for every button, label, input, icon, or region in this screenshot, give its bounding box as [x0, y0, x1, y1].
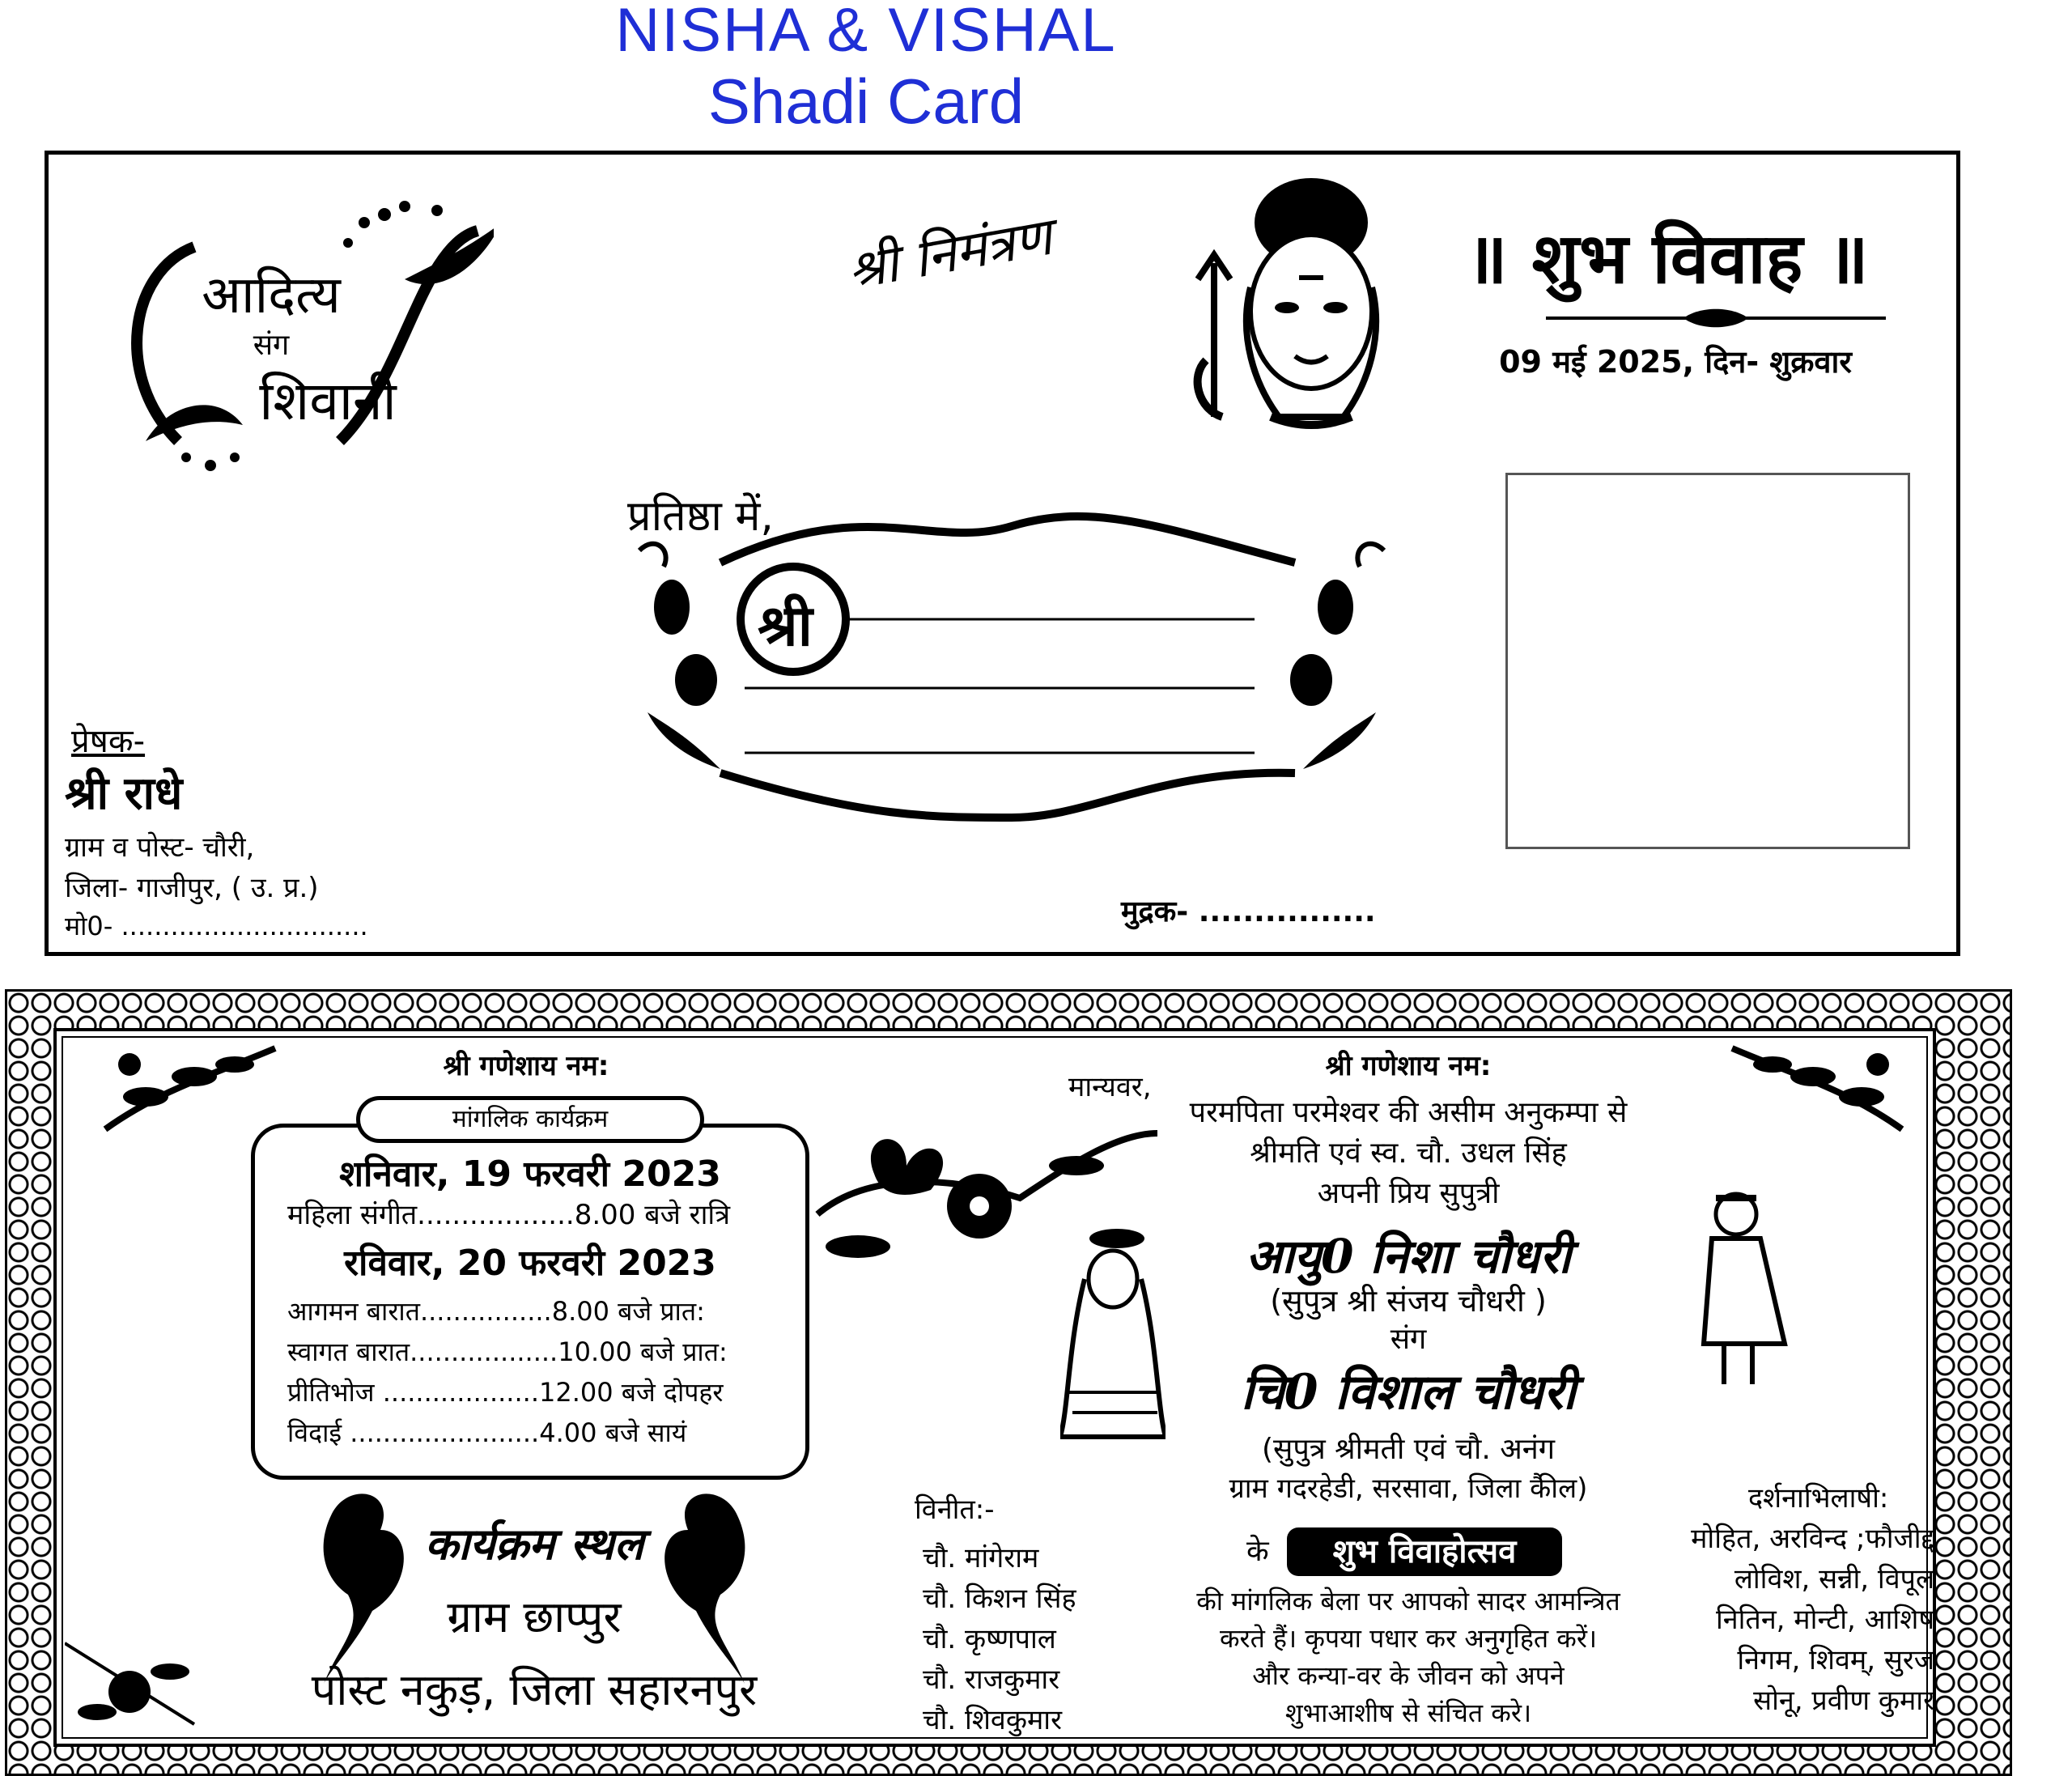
shubh-vivahotsav-badge: शुभ विवाहोत्सव [1287, 1527, 1562, 1576]
event-time: 12.00 बजे दोपहर [539, 1377, 724, 1408]
corner-floral-icon [97, 1040, 283, 1137]
groom-illustration-icon [1688, 1182, 1793, 1392]
ke-label: के [1246, 1535, 1269, 1568]
vinit-name: चौ. शिवकुमार [923, 1704, 1062, 1736]
closing-line-2: करते हैं। कृपया पधार कर अनुगृहित करें। [1219, 1623, 1598, 1654]
event-time: 8.00 बजे प्रात: [551, 1296, 705, 1327]
couple-sang: संग [253, 329, 290, 362]
closing-line-1: की मांगलिक बेला पर आपको सादर आमन्त्रित [1196, 1586, 1620, 1617]
event-name: महिला संगीत.................. [287, 1199, 575, 1231]
event-time: 4.00 बजे सायं [539, 1417, 687, 1448]
venue-village: ग्राम छाप्पुर [447, 1591, 622, 1642]
couple-name-2: शिवानी [259, 370, 397, 432]
event-name: आगमन बारात................ [287, 1296, 552, 1327]
shri-emblem: श्री [758, 593, 813, 659]
vinit-name: चौ. कृष्णपाल [923, 1623, 1056, 1655]
sang-label: संग [1390, 1323, 1427, 1356]
event-name: स्वागत बारात.................. [287, 1336, 558, 1367]
sender-address-1: ग्राम व पोस्ट- चौरी, [65, 831, 255, 864]
groom-parent: (सुपुत्र श्रीमती एवं चौ. अनंग [1262, 1433, 1555, 1466]
vinit-name: चौ. मांगेराम [923, 1542, 1039, 1574]
event-time: 8.00 बजे रात्रि [574, 1199, 730, 1231]
couple-name-1: आदित्य [202, 266, 341, 325]
invitation-line-3: अपनी प्रिय सुपुत्री [1317, 1177, 1500, 1210]
address-label: प्रतिष्ठा में, [627, 492, 774, 541]
darshan-line: नितिन, मोन्टी, आशिष [1715, 1604, 1934, 1636]
header-subtitle: Shadi Card [707, 66, 1025, 137]
corner-floral-icon [1724, 1040, 1910, 1137]
invitation-line-1: परमपिता परमेश्वर की असीम अनुकम्पा से [1189, 1096, 1628, 1129]
event-name: प्रीतिभोज ................... [287, 1377, 539, 1408]
invitation-script: श्री निमंत्रण [843, 206, 1056, 302]
groom-name: चि0 विशाल चौधरी [1241, 1364, 1576, 1421]
bride-parent: (सुपुत्र श्री संजय चौधरी ) [1270, 1283, 1547, 1319]
printer-label: मुद्रक- ................ [1121, 895, 1376, 928]
salutation: मान्यवर, [1068, 1071, 1152, 1103]
sender-mobile: मो0- .............................. [65, 911, 368, 941]
vinit-name: चौ. किशन सिंह [923, 1583, 1076, 1615]
invitation-invocation: श्री गणेशाय नम: [1325, 1050, 1492, 1082]
darshan-line: निगम, शिवम्, सुरज [1737, 1644, 1934, 1676]
darshan-label: दर्शनाभिलाषी: [1748, 1482, 1889, 1515]
schedule-heading: मांगलिक कार्यक्रम [356, 1096, 704, 1143]
bride-name: आयु0 निशा चौधरी [1246, 1229, 1571, 1284]
schedule-row [287, 1334, 781, 1369]
darshan-line: सोनू, प्रवीण कुमार [1753, 1685, 1934, 1717]
header-title: NISHA & VISHAL [615, 0, 1117, 65]
wedding-date: 09 मई 2025, दिन- शुक्रवार [1499, 344, 1852, 380]
venue-address: पोस्ट नकुड़, जिला सहारनपुर [311, 1664, 758, 1715]
program-invocation: श्री गणेशाय नम: [443, 1050, 609, 1082]
event-time: 10.00 बजे प्रात: [558, 1336, 728, 1367]
darshan-line: मोहित, अरविन्द ;फौजीद्द [1691, 1523, 1934, 1555]
groom-village: ग्राम गदरहेडी, सरसावा, जिला कैील) [1229, 1472, 1588, 1505]
schedule-row [287, 1294, 781, 1328]
vinit-name: चौ. राजकुमार [923, 1663, 1060, 1696]
bride-illustration-icon [1060, 1247, 1166, 1441]
schedule-row [287, 1195, 781, 1232]
closing-line-4: शुभाआशीष से संचित करे। [1284, 1697, 1532, 1728]
sender-address-2: जिला- गाजीपुर, ( उ. प्र.) [65, 872, 319, 904]
vinit-label: विनीत:- [915, 1493, 995, 1526]
day1-heading: शनिवार, 19 फरवरी 2023 [339, 1154, 721, 1195]
event-name: विदाई ....................... [287, 1417, 540, 1448]
venue-title: कार्यक्रम स्थल [424, 1518, 644, 1570]
shiva-illustration-icon [1190, 174, 1424, 433]
day2-heading: रविवार, 20 फरवरी 2023 [344, 1243, 716, 1284]
corner-floral-icon [65, 1635, 210, 1732]
address-frame-icon [623, 502, 1400, 842]
photo-placeholder [1505, 473, 1910, 849]
darshan-line: लोविश, सन्नी, विपूल [1734, 1563, 1934, 1595]
shubh-vivah-title: ॥ शुभ विवाह ॥ [1466, 219, 1869, 300]
schedule-row [287, 1415, 781, 1450]
invitation-line-2: श्रीमति एवं स्व. चौ. उधल सिंह [1250, 1137, 1567, 1170]
schedule-row [287, 1374, 781, 1409]
closing-line-3: और कन्या-वर के जीवन को अपने [1252, 1660, 1565, 1691]
divider-ornament-icon [1546, 306, 1886, 330]
sender-label: प्रेषक- [71, 723, 146, 760]
sender-name: श्री राधे [65, 767, 183, 820]
